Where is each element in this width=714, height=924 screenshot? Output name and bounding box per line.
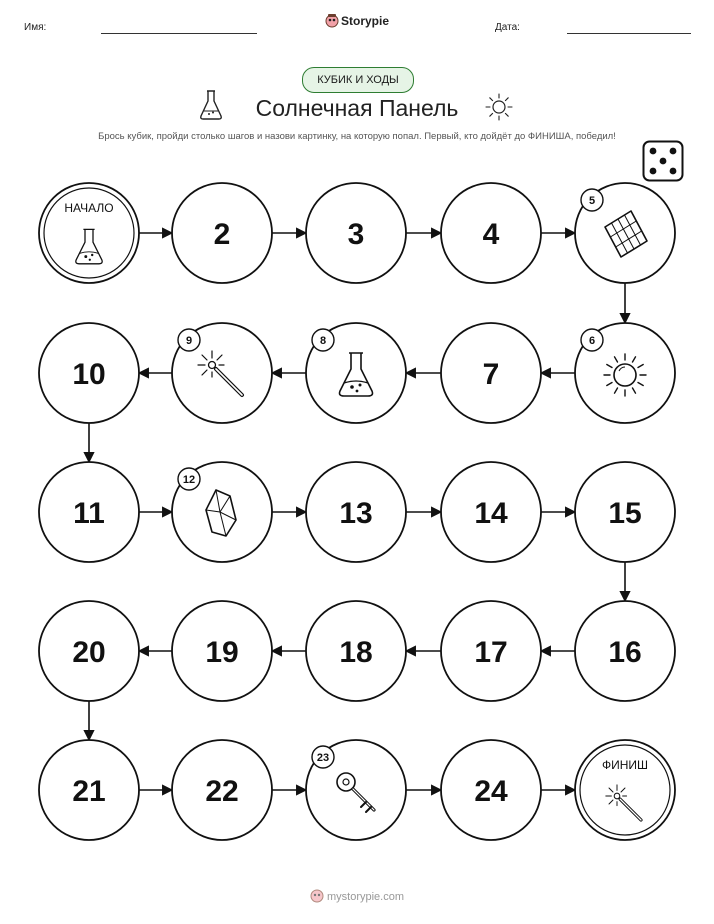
cell-number: 11 [73,497,105,530]
cell-number: 4 [482,218,500,251]
board-cell-10[interactable] [39,323,139,423]
cell-number: 7 [482,358,500,391]
date-label: Дата: [495,22,520,33]
board-cell-1[interactable] [39,183,139,283]
start-label: НАЧАЛО [64,201,114,215]
cell-number: 10 [72,358,106,391]
board-cell-21[interactable] [39,740,139,840]
cell-number-badge [178,329,200,351]
board-cell-17[interactable] [441,601,541,701]
cell-number: 18 [339,636,373,669]
brand-name: Storypie [340,14,389,28]
cell-number: 21 [72,775,106,808]
board-cell-19[interactable] [172,601,272,701]
cell-number: 23 [316,752,330,764]
board-cell-23[interactable] [306,740,406,840]
cell-number-badge [312,746,334,768]
name-label: Имя: [24,22,47,33]
footer-url[interactable]: mystorypie.com [326,891,405,903]
board-cell-2[interactable] [172,183,272,283]
cell-number: 22 [205,775,239,808]
game-type-badge: КУБИК И ХОДЫ [302,67,414,93]
cell-number: 17 [474,636,508,669]
board-cell-4[interactable] [441,183,541,283]
cell-number: 9 [185,335,193,347]
footer [0,888,714,904]
board-cell-18[interactable] [306,601,406,701]
cell-number: 16 [608,636,642,669]
cell-number: 20 [72,636,106,669]
page-title: Солнечная Панель [255,95,459,121]
cell-number: 15 [608,497,642,530]
board-cell-16[interactable] [575,601,675,701]
board-cell-22[interactable] [172,740,272,840]
cell-number: 5 [588,195,596,207]
board-cell-12[interactable] [172,462,272,562]
board-cell-14[interactable] [441,462,541,562]
cell-number: 13 [339,497,373,530]
board-cell-9[interactable] [172,323,272,423]
cell-number: 3 [347,218,365,251]
cell-number: 19 [205,636,239,669]
board-cell-20[interactable] [39,601,139,701]
board-cell-11[interactable] [39,462,139,562]
cell-number: 8 [319,335,327,347]
board-cell-8[interactable] [306,323,406,423]
cell-number: 6 [588,335,596,347]
cell-number-badge [581,189,603,211]
board-cell-25[interactable] [575,740,675,840]
cell-number-badge [178,468,200,490]
cell-number: 2 [213,218,231,251]
instructions: Брось кубик, пройди столько шагов и назови картинку, на которую попал. Первый, кто дойдёт до ФИНИША, победил! [98,131,616,142]
cell-number: 12 [182,474,196,486]
board-cell-7[interactable] [441,323,541,423]
board-cell-5[interactable] [575,183,675,283]
cell-number: 14 [474,497,508,530]
finish-label: ФИНИШ [601,758,649,772]
board-cell-24[interactable] [441,740,541,840]
board-cell-3[interactable] [306,183,406,283]
cell-number: 24 [474,775,508,808]
board-cell-6[interactable] [575,323,675,423]
mascot-icon [310,888,324,904]
cell-number-badge [312,329,334,351]
board-cell-13[interactable] [306,462,406,562]
board-cell-15[interactable] [575,462,675,562]
cell-number-badge [581,329,603,351]
